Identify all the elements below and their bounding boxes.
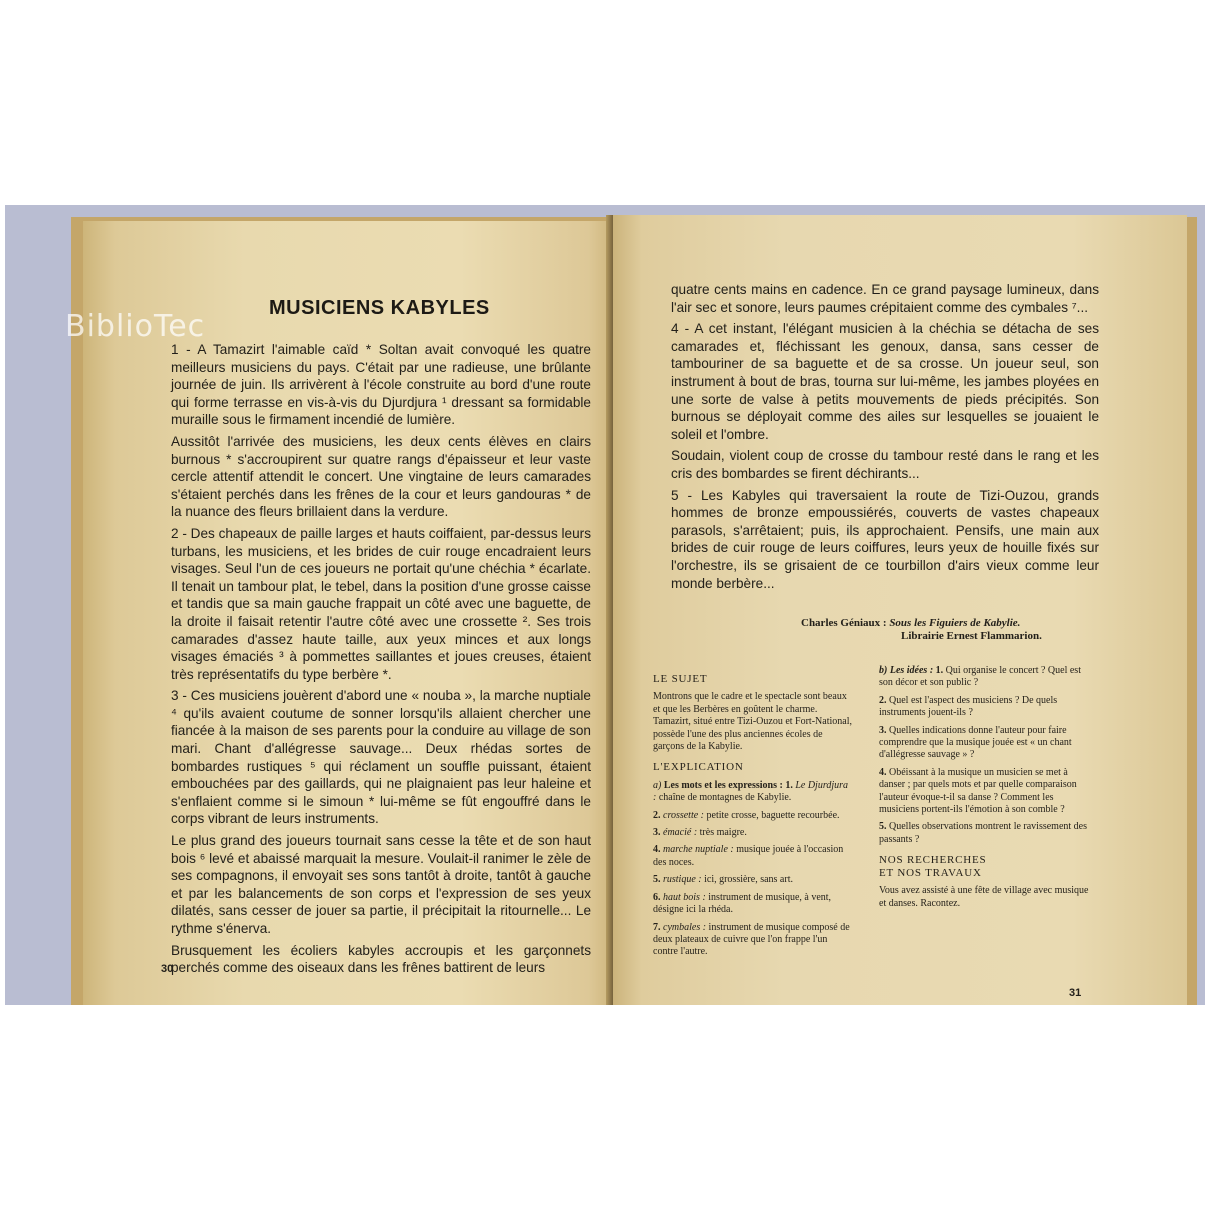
vocabulary-item: 6. haut bois : instrument de musique, à vent, désigne ici la rhéda. [653, 891, 832, 916]
source-citation [801, 617, 1081, 643]
section-heading: NOS RECHERCHES [879, 854, 987, 867]
section-heading: LE SUJET [653, 673, 708, 685]
page-number: 31 [1069, 987, 1082, 999]
idees-label: b) Les idées : [879, 665, 934, 676]
vocabulary-item: 4. marche nuptiale : musique jouée à l'occasion des noces. [653, 844, 844, 868]
paragraph: 4 - A cet instant, l'élégant musicien à la chéchia se détacha de ses camarades et, fléchissant les genoux, dansa, sans cesser de tambouriner de sa baguette et de sa crosse. Un joueur seul, son instrument à bout de bras, tourna sur lui-même, les jambes ployées en une sorte de valse à petits mouvements de pieds précipités. Son burnous se déployait comme des ailes sur lesquelles se jouaient le soleil et l'ombre. [671, 321, 1099, 442]
recherches-text: Vous avez assisté à une fête de village avec musique et danses. Racontez. [879, 885, 1089, 909]
source-work: Sous les Figuiers de Kabylie. [889, 617, 1021, 629]
paragraph: Le plus grand des joueurs tournait sans cesse la tête et de son haut bois ⁶ levé et abaissé marquait la mesure. Voulait-il ranimer le zèle de ses compagnons, il envoyait ses sons tantôt à droite, tantôt à gauche et par les balancements de son corps et l'expression de ses yeux dilatés, sans cesser de jouer sa partie, il précipitait la ritournelle... Le rythme s'énerva. [171, 833, 591, 936]
page-title: MUSICIENS KABYLES [269, 297, 490, 319]
paragraph: 2 - Des chapeaux de paille larges et hauts coiffaient, par-dessus leurs turbans, les musiciens, et les brides de cuir rouge encadraient leurs visages. Seul l'un de ces joueurs ne portait qu'une chéchia * écarlate. Il tenait un tambour plat, le tebel, dans la position d'une grosse caisse et tandis que sa main gauche frappait un côté avec une baguette, de la droite il faisait retentir l'autre côté avec une crossette ². Ses trois camarades d'assez haute taille, aux yeux minces et aux longs visages émaciés ³ à pommettes saillantes et joues creuses, étaient très représentatifs du type berbère *. [171, 525, 591, 682]
paragraph: quatre cents mains en cadence. En ce grand paysage lumineux, dans l'air sec et sonore, leurs paumes crépitaient comme des cymbales ⁷... [671, 282, 1099, 315]
watermark: BiblioTec [65, 309, 206, 344]
left-page-text [171, 341, 591, 981]
right-page [613, 215, 1187, 1005]
paragraph: Brusquement les écoliers kabyles accroupis et les garçonnets perchés comme des oiseaux dans les frênes battirent de leurs [171, 942, 591, 976]
source-publisher: Librairie Ernest Flammarion. [901, 630, 1042, 642]
sujet-text: Montrons que le cadre et le spectacle sont beaux et que les Berbères en goûtent le charme. Tamazirt, situé entre Tizi-Ouzou et Fort-National, possède l'une des plus anciennes écoles de garçons de la Kabylie. [653, 691, 852, 753]
vocabulary-item: 3. émacié : très maigre. [653, 827, 747, 839]
exercise-column-right [879, 665, 1091, 915]
question: 3. Quelles indications donne l'auteur pour faire comprendre que la musique jouée est « un chant d'allégresse sauvage » ? [879, 724, 1072, 761]
vocabulary-item: a) Les mots et les expressions : 1. Le Djurdjura : chaîne de montagnes de Kabylie. [653, 779, 849, 804]
mots-heading: Les mots et les expressions : [663, 779, 783, 791]
exercise-column-left [653, 665, 853, 964]
book-photo [5, 205, 1205, 1005]
question: 2. Quel est l'aspect des musiciens ? De quels instruments jouent-ils ? [879, 694, 1058, 719]
paragraph: Soudain, violent coup de crosse du tambour resté dans le rang et les cris des bombardes se firent déchirants... [671, 448, 1099, 481]
section-heading: L'EXPLICATION [653, 761, 744, 774]
paragraph: Aussitôt l'arrivée des musiciens, les deux cents élèves en clairs burnous * s'accroupirent sur quatre rangs d'épaisseur et leur vaste cercle attentif attendit le concert. Une vingtaine de leurs camarades s'étaient perchés dans les frênes de la cour et leurs gandouras * de la nuance des fleurs brillaient dans la verdure. [171, 433, 591, 520]
paragraph: 3 - Ces musiciens jouèrent d'abord une « nouba », la marche nuptiale ⁴ qu'ils avaient coutume de sonner lorsqu'ils allaient chercher une fiancée à la maison de ses parents pour la conduire au village de son mari. Chant d'allégresse sauvage... Deux rhédas sortes de bombardes rustiques ⁵ qui réclament un souffle puissant, étaient embouchées par des gaillards, qui ne plaignaient pas leur haleine et s'enflaient comme si le simoun * lui-même se fût engouffré dans le corps vibrant de leurs instruments. [171, 688, 591, 827]
question: 5. Quelles observations montrent le ravissement des passants ? [879, 821, 1088, 845]
vocabulary-item: 2. crossette : petite crosse, baguette recourbée. [653, 809, 840, 821]
vocabulary-item: 5. rustique : ici, grossière, sans art. [653, 874, 793, 886]
source-author: Charles Géniaux : [801, 617, 887, 629]
paragraph: 5 - Les Kabyles qui traversaient la route de Tizi-Ouzou, grands hommes de bronze empoussiérés, couverts de vastes chapeaux parasols, s'arrêtaient; puis, ils approchaient. Pensifs, une main aux brides de cuir rouge de leurs coiffures, leurs yeux de houille fixés sur l'orchestre, ils se grisaient de ce tourbillon d'airs vieux comme leur monde berbère... [671, 487, 1099, 591]
vocabulary-item: 7. cymbales : instrument de musique composé de deux plateaux de cuivre que l'on frappe l'un contre l'autre. [653, 921, 850, 958]
paragraph: 1 - A Tamazirt l'aimable caïd * Soltan avait convoqué les quatre meilleurs musiciens du pays. C'était par une radieuse, une brûlante journée de juin. Ils arrivèrent à l'école construite au bord d'une route qui forme terrasse en vis-à-vis du Djurdjura ¹ dressant sa formidable muraille sous le firmament incendié de lumière. [171, 342, 591, 428]
question: 4. Obéissant à la musique un musicien se met à danser ; par quels mots et par quelle comparaison l'auteur évoque-t-il sa danse ? Comment les musiciens portent-ils l'émotion à son comble ? [879, 766, 1077, 816]
right-page-text [671, 281, 1099, 596]
page-number: 30 [161, 963, 174, 975]
section-heading: ET NOS TRAVAUX [879, 866, 982, 879]
question: b) Les idées : 1. Qui organise le concert ? Quel est son décor et son public ? [879, 665, 1081, 689]
